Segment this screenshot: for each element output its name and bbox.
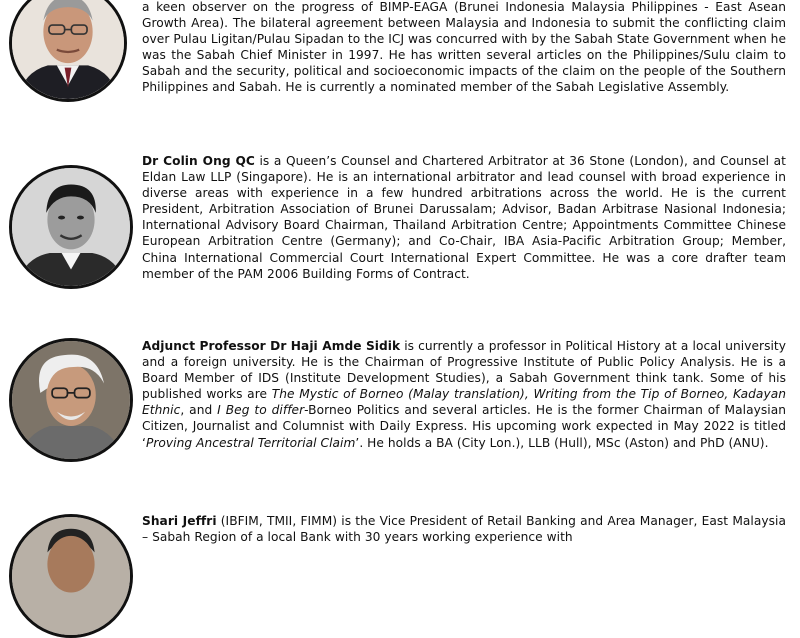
bio-text-4: [142, 513, 786, 545]
bio-3-upcoming-title: Proving Ancestral Territorial Claim: [145, 435, 356, 450]
bio-4-segment-1: (IBFIM, TMII, FIMM) is the Vice President of Retail Banking and Area Manager, East Malaysia – Sabah Region of a local Bank with 30 years working experience with: [142, 514, 786, 545]
bio-1-segment-0: a keen observer on the progress of BIMP-EAGA (Brunei Indonesia Malaysia Philippines - East Asean Growth Area). The bilateral agreement between Malaysia and Indonesia to submit the conflicting claim over Pulau Ligitan/Pulau Sipadan to the ICJ was concurred with by the Sabah State Government when he was the Sabah Chief Minister in 1997. He has written several articles on the Philippines/Sulu claim to Sabah and the security, political and socioeconomic impacts of the claim on the people of the Southern Philippines and Sabah. He is currently a nominated member of the Sabah Legislative Assembly.: [142, 0, 786, 95]
portrait-3-image: [12, 341, 130, 459]
portrait-2-image: [12, 168, 130, 286]
bio-4-name: Shari Jeffri: [142, 514, 217, 528]
portrait-2: [9, 165, 133, 289]
portrait-1: [9, 0, 127, 102]
bio-3-name: Adjunct Professor Dr Haji Amde Sidik: [142, 339, 401, 353]
portrait-4-image: [12, 517, 130, 635]
bio-3-segment-1: is currently a professor in Political History at a local university and a foreign university. He is the Chairman of Progressive Institute of Public Policy Analysis. He is a Board Member of IDS (Institute Development Studies), a Sabah Government think tank. Some of his published works are: [142, 339, 786, 402]
bio-3-segment-5: -Borneo Politics and several articles. He is the former Chairman of Malaysian Citizen, Journalist and Columnist with Daily Express. His upcoming work expected in May 2022 is titled ‘: [142, 403, 786, 450]
bio-3-segment-7: ’. He holds a BA (City Lon.), LLB (Hull), MSc (Aston) and PhD (ANU).: [355, 435, 769, 450]
bio-3-segment-3: , and: [180, 403, 218, 418]
bio-3-work-italic-2: I Beg to differ: [217, 403, 305, 418]
bio-2-segment-1: is a Queen’s Counsel and Chartered Arbitrator at 36 Stone (London), and Counsel at Eldan Law LLP (Singapore). He is an international arbitrator and lead counsel with broad experience in diverse areas with experience in a few hundred arbitrations across the world. He is the current President, Arbitration Association of Brunei Darussalam; Advisor, Badan Arbitrase Nasional Indonesia; International Advisory Board Chairman, Thailand Arbitration Centre; Appointments Committee Chinese European Arbitration Centre (Germany); and Co-Chair, IBA Asia-Pacific Arbitration Group; Member, China International Commercial Court International Expert Committee. He was a core drafter team member of the PAM 2006 Building Forms of Contract.: [142, 154, 786, 281]
bio-3-works-italic: The Mystic of Borneo (Malay translation), Writing from the Tip of Borneo, Kadayan Ethnic: [142, 387, 786, 418]
portrait-4: [9, 514, 133, 638]
portrait-1-image: [12, 0, 124, 99]
bio-text-1: [142, 0, 786, 96]
bio-2-name: Dr Colin Ong QC: [142, 154, 255, 168]
bio-text-2: [142, 153, 786, 282]
bio-text-3: [142, 338, 786, 451]
portrait-3: [9, 338, 133, 462]
